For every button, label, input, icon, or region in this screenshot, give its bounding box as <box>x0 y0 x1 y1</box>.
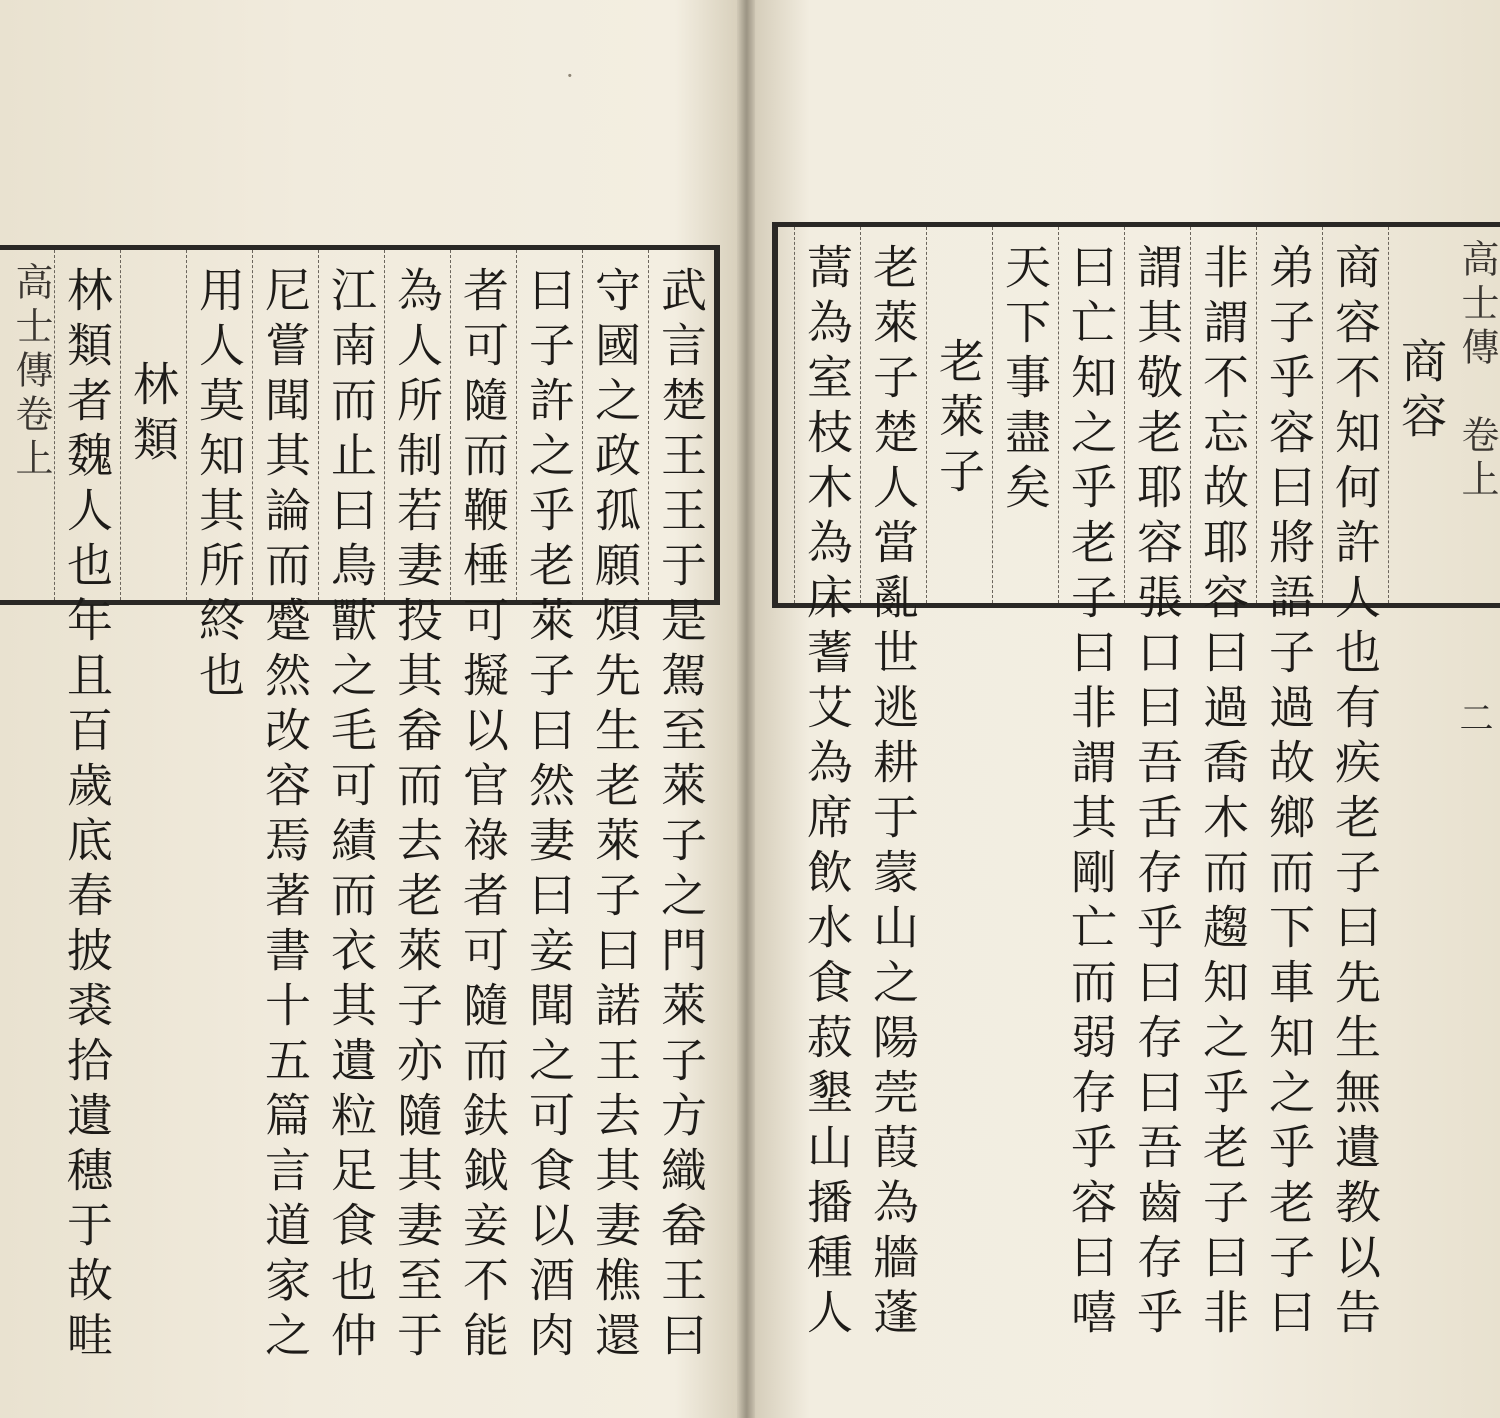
text-column: 武言楚王王于是駕至萊子之門萊子方織畚王曰 <box>648 250 714 600</box>
text-column: 用人莫知其所終也 <box>186 250 252 600</box>
section-heading: 老萊子 <box>926 227 992 603</box>
text-column: 為人所制若妻投其畚而去老萊子亦隨其妻至于 <box>384 250 450 600</box>
text-column: 弟子乎容曰將語子過故鄉而下車知之乎老子曰 <box>1256 227 1322 603</box>
text-column: 江南而止曰鳥獸之毛可績而衣其遺粒足食也仲 <box>318 250 384 600</box>
text-column: 林類者魏人也年且百歲底春披裘拾遺穗于故畦 <box>54 250 120 600</box>
ink-speck: · <box>566 62 574 90</box>
text-column: 尼嘗聞其論而蹙然改容焉著書十五篇言道家之 <box>252 250 318 600</box>
text-column: 曰子許之乎老萊子曰然妻曰妾聞之可食以酒肉 <box>516 250 582 600</box>
text-column: 守國之政孤願煩先生老萊子曰諾王去其妻樵還 <box>582 250 648 600</box>
text-column: 天下事盡矣 <box>992 227 1058 603</box>
text-column: 老萊子楚人當亂世逃耕于蒙山之陽莞葭為牆蓬 <box>860 227 926 603</box>
text-column: 蒿為室枝木為床蓍艾為席飲水食菽墾山播種人 <box>794 227 860 603</box>
book-gutter <box>737 0 755 1418</box>
text-column: 謂其敬老耶容張口曰吾舌存乎曰存曰吾齒存乎 <box>1124 227 1190 603</box>
section-heading: 林類 <box>120 250 186 600</box>
text-column: 者可隨而鞭棰可擬以官祿者可隨而鈇鉞妾不能 <box>450 250 516 600</box>
text-column: 商容不知何許人也有疾老子曰先生無遺教以告 <box>1322 227 1388 603</box>
section-heading: 商容 <box>1388 227 1454 603</box>
page-number: 二 <box>1453 700 1493 734</box>
page-margin-label: 高士傳 卷上 <box>1455 239 1499 503</box>
text-column: 非謂不忘故耶容曰過喬木而趨知之乎老子曰非 <box>1190 227 1256 603</box>
left-page <box>0 245 720 1366</box>
text-column: 曰亡知之乎老子曰非謂其剛亡而弱存乎容曰嘻 <box>1058 227 1124 603</box>
right-page <box>772 222 1500 1343</box>
page-margin-label: 高士傳卷上 <box>9 262 53 482</box>
